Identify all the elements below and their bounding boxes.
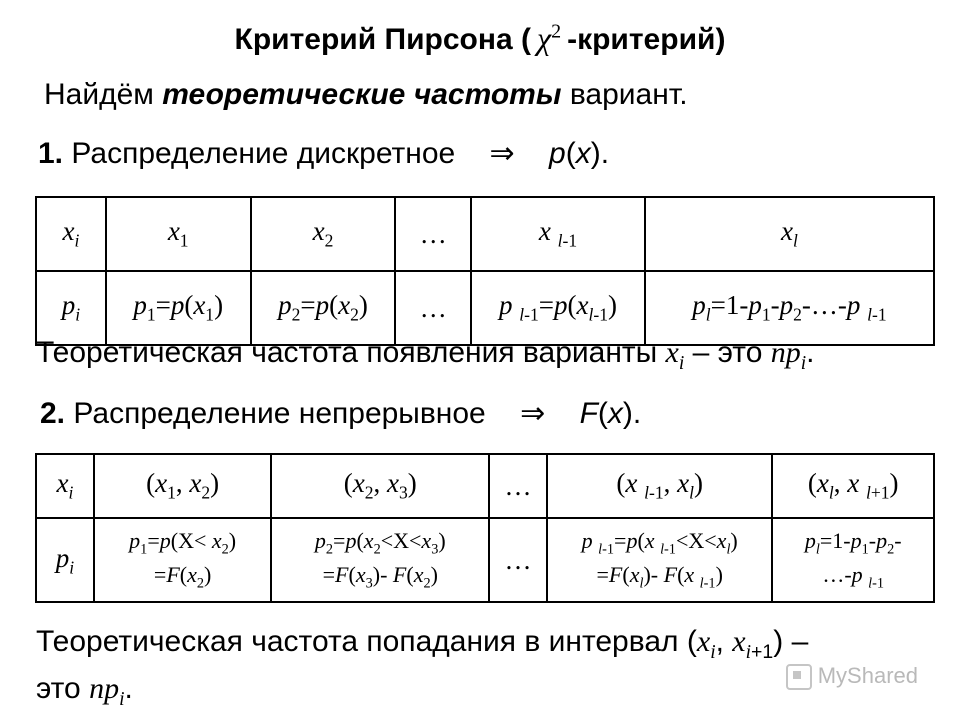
cell-interval-2: ($x_2$, $x_3$)	[271, 454, 489, 518]
cell-p2: $p_2=p(x_2<X<x_3)$ $=F(x_3)-$ $F(x_2)$	[271, 518, 489, 602]
intro-emphasis: теоретические частоты	[162, 78, 562, 111]
myshared-logo-icon	[786, 664, 812, 690]
page-title	[0, 20, 960, 57]
title-text-start: Критерий Пирсона (	[234, 23, 532, 56]
cell-p2: $p_2=p(x_2)$	[251, 271, 396, 345]
cell-xi: $x_i$	[36, 454, 94, 518]
cell-ellipsis: …	[395, 271, 471, 345]
cell-x1: $x_1$	[106, 197, 251, 271]
implies-arrow-icon: ⇒	[520, 397, 546, 430]
cell-pl-1: p $_{l-1}$=p(x $_{l-1}<X<x_l$) $=F(x_l)-$ F(x $_{l-1}$)	[547, 518, 772, 602]
cell-pl-1: p $_{l-1}=p(x_{l-1})$	[471, 271, 645, 345]
cell-ellipsis: …	[489, 518, 547, 602]
table-row-x	[36, 197, 934, 271]
intro-line: Найдём теоретические частоты вариант.	[44, 78, 688, 111]
implies-arrow-icon: ⇒	[489, 137, 515, 170]
cell-pi: $p_i$	[36, 271, 106, 345]
cell-x2: $x_2$	[251, 197, 396, 271]
chi-square-symbol: $\chi^2$	[537, 20, 562, 56]
note-continuous: Теоретическая частота попадания в интервал ($x_i$, $x_{i+1}$) – это $np_i$.	[36, 625, 809, 711]
table-row-p	[36, 271, 934, 345]
table-row-x	[36, 454, 934, 518]
cell-p1: $p_1=p(X< x_2)$ $=F(x_2)$	[94, 518, 272, 602]
section1-heading: 1. Распределение дискретное ⇒ p(x).	[38, 137, 610, 170]
section2-heading: 2. Распределение непрерывное ⇒ F(x).	[40, 397, 642, 430]
note-discrete: Теоретическая частота появления варианты $x_i$ – это $np_i$.	[36, 336, 815, 374]
cell-pl: $p_l=1-p_1-p_2-\dots-p$ $_{l-1}$	[645, 271, 934, 345]
cell-p1: $p_1=p(x_1)$	[106, 271, 251, 345]
section2-func: F(x).	[579, 397, 642, 430]
cell-interval-1: ($x_1$, $x_2$)	[94, 454, 272, 518]
section2-number: 2.	[40, 397, 66, 430]
title-text-end: -критерий)	[567, 23, 726, 56]
cell-xl: $x_l$	[645, 197, 934, 271]
cell-interval-l: ($x_l$, x $_{l+1}$)	[772, 454, 934, 518]
cell-xi: $x_i$	[36, 197, 106, 271]
watermark: MyShared	[786, 663, 918, 690]
cell-ellipsis: …	[489, 454, 547, 518]
cell-interval-l-1: (x $_{l-1}$, $x_l$)	[547, 454, 772, 518]
continuous-distribution-table	[35, 453, 935, 603]
cell-ellipsis: …	[395, 197, 471, 271]
cell-pl: $p_l=1-p_1-p_2-$ …-p $_{l-1}$	[772, 518, 934, 602]
cell-pi: $p_i$	[36, 518, 94, 602]
discrete-distribution-table	[35, 196, 935, 346]
table-row-p	[36, 518, 934, 602]
section1-func: p(x).	[549, 137, 610, 170]
section1-number: 1.	[38, 137, 64, 170]
cell-xl-1: x $_{l-1}$	[471, 197, 645, 271]
